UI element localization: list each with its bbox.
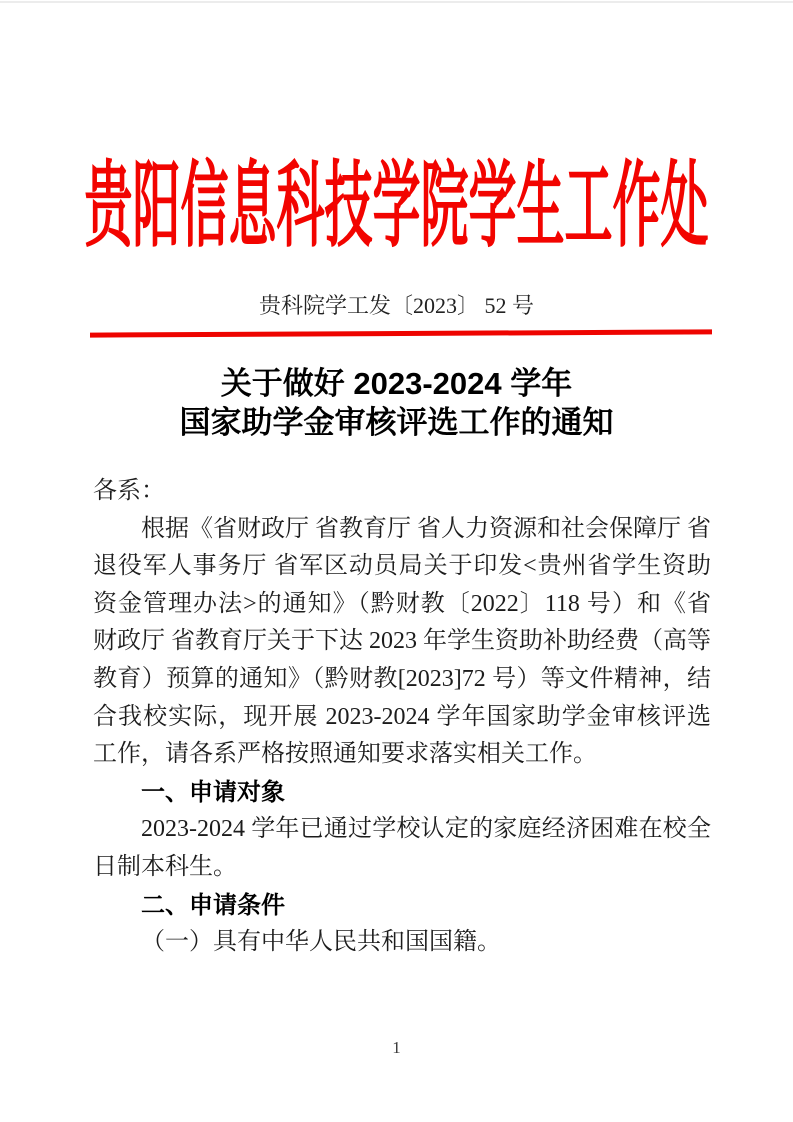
red-divider-line	[90, 329, 712, 337]
page-number: 1	[392, 1038, 401, 1057]
section-2-item-1: （一）具有中华人民共和国国籍。	[141, 929, 501, 956]
salutation: 各系：	[93, 478, 165, 504]
notice-title	[0, 364, 793, 442]
notice-title-line-2: 国家助学金审核评选工作的通知	[179, 405, 614, 440]
intro-paragraph: 根据《省财政厅 省教育厅 省人力资源和社会保障厅 省退役军人事务厅 省军区动员局关于印发<贵州省学生资助资金管理办法>的通知》（黔财教〔2022〕118 号）和《省财政厅 省教育厅关于下达 2023 年学生资助补助经费（高等教育）预算的通知》（黔财教[2023]72 号）等文件精神，结合我校实际，现开展 2023-2024 学年国家助学金审核评选工作，请各系严格按照通知要求落实相关工作。	[93, 515, 711, 768]
section-2-heading: 二、申请条件	[141, 891, 285, 919]
masthead-title: 贵阳信息科技学院学生工作处	[84, 156, 709, 260]
document-body	[93, 473, 711, 962]
document-masthead	[0, 156, 793, 260]
notice-title-line-1: 关于做好 2023-2024 学年	[220, 366, 573, 401]
document-number: 贵科院学工发〔2023〕 52 号	[258, 293, 534, 318]
scan-artifact-line	[0, 1, 793, 3]
section-1-text: 2023-2024 学年已通过学校认定的家庭经济困难在校全日制本科生。	[93, 816, 711, 880]
section-1-heading: 一、申请对象	[141, 778, 285, 806]
